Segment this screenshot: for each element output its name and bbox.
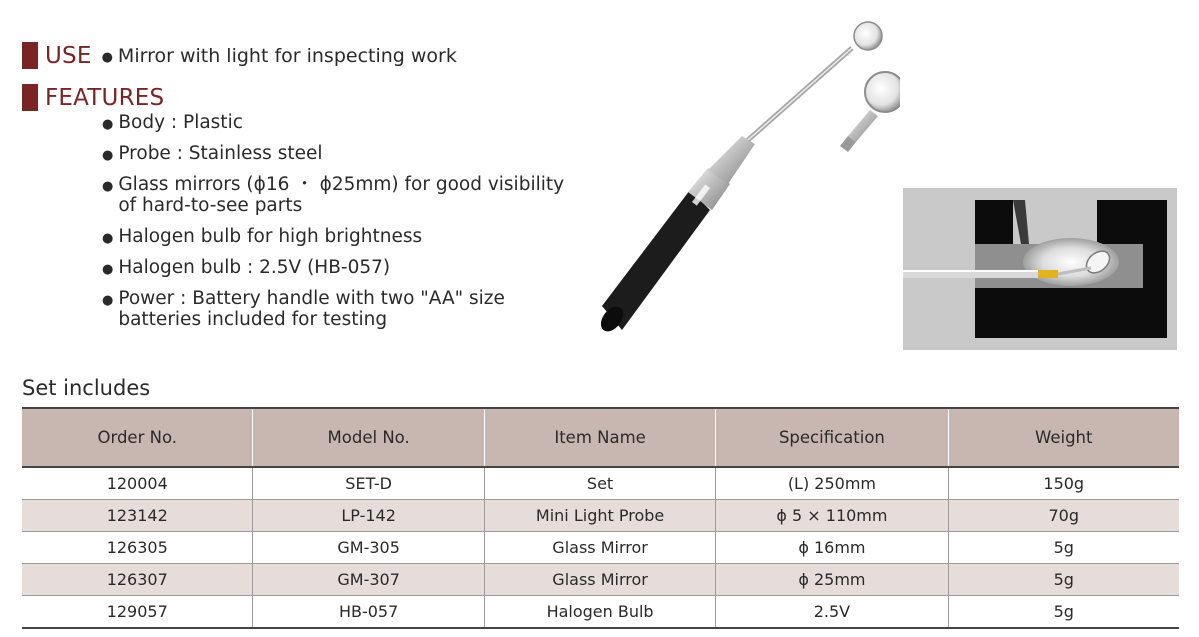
bullet-icon: ● <box>102 148 114 163</box>
column-header: Model No. <box>253 408 484 467</box>
features-section <box>22 84 164 111</box>
bullet-icon: ● <box>102 231 114 246</box>
probe-product-image <box>580 14 900 344</box>
specification-cell: ϕ 16mm <box>716 532 948 564</box>
use-section <box>22 42 457 69</box>
weight-cell: 5g <box>948 596 1179 629</box>
order-no-cell: 126307 <box>22 564 253 596</box>
table-row <box>22 500 1179 532</box>
item-name-cell: Set <box>484 467 716 500</box>
order-no-cell: 120004 <box>22 467 253 500</box>
weight-cell: 150g <box>948 467 1179 500</box>
section-marker <box>22 84 38 111</box>
model-no-cell: GM-305 <box>253 532 484 564</box>
model-no-cell: HB-057 <box>253 596 484 629</box>
use-heading: USE <box>45 42 92 69</box>
order-no-cell: 123142 <box>22 500 253 532</box>
weight-cell: 5g <box>948 532 1179 564</box>
bullet-icon: ● <box>102 117 114 132</box>
table-row <box>22 564 1179 596</box>
specification-cell: 2.5V <box>716 596 948 629</box>
order-no-cell: 129057 <box>22 596 253 629</box>
column-header: Weight <box>948 408 1179 467</box>
inspection-photo <box>903 188 1177 350</box>
model-no-cell: LP-142 <box>253 500 484 532</box>
bullet-icon: ● <box>102 293 114 308</box>
model-no-cell: GM-307 <box>253 564 484 596</box>
specification-cell: (L) 250mm <box>716 467 948 500</box>
table-row <box>22 596 1179 629</box>
probe-handle <box>596 168 730 336</box>
probe-mirror <box>854 22 882 50</box>
feature-item: ● Probe : Stainless steel <box>102 143 323 164</box>
column-header: Specification <box>716 408 948 467</box>
use-description <box>102 45 457 67</box>
use-text: Mirror with light for inspecting work <box>117 44 457 67</box>
feature-item: ● Halogen bulb for high brightness <box>102 226 423 247</box>
feature-item: ● Body : Plastic <box>102 112 243 133</box>
table-header-row <box>22 408 1179 467</box>
section-marker <box>22 42 38 69</box>
item-name-cell: Glass Mirror <box>484 564 716 596</box>
feature-item: ● Halogen bulb : 2.5V (HB-057) <box>102 257 391 278</box>
item-name-cell: Glass Mirror <box>484 532 716 564</box>
order-no-cell: 126305 <box>22 532 253 564</box>
item-name-cell: Mini Light Probe <box>484 500 716 532</box>
table-row <box>22 467 1179 500</box>
specification-cell: ϕ 25mm <box>716 564 948 596</box>
column-header: Item Name <box>484 408 716 467</box>
weight-cell: 70g <box>948 500 1179 532</box>
bullet-icon: ● <box>102 179 114 194</box>
weight-cell: 5g <box>948 564 1179 596</box>
model-no-cell: SET-D <box>253 467 484 500</box>
bullet-icon: ● <box>102 262 114 277</box>
specification-cell: ϕ 5 × 110mm <box>716 500 948 532</box>
column-header: Order No. <box>22 408 253 467</box>
table-row <box>22 532 1179 564</box>
features-list <box>102 112 572 340</box>
feature-item: ● Glass mirrors (ϕ16 ・ ϕ25mm) for good visibility of hard-to-see parts <box>102 174 565 216</box>
bullet-icon: ● <box>101 49 113 65</box>
item-name-cell: Halogen Bulb <box>484 596 716 629</box>
set-table <box>22 407 1179 629</box>
features-heading: FEATURES <box>45 84 165 111</box>
set-includes-title: Set includes <box>22 376 151 400</box>
spare-mirror <box>840 72 900 152</box>
feature-item: ● Power : Battery handle with two "AA" size batteries included for testing <box>102 288 505 330</box>
